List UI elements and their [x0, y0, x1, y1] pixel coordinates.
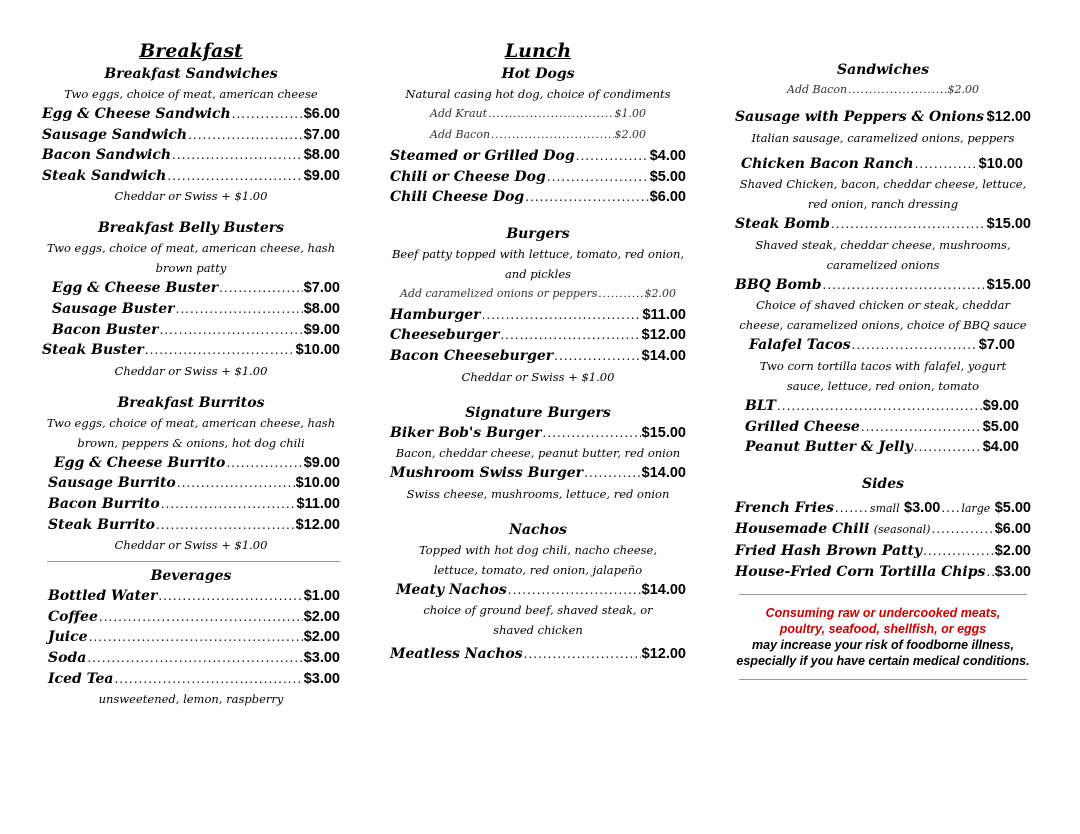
item-price: $3.00 — [994, 563, 1031, 580]
item-price: $9.00 — [303, 454, 340, 471]
menu-item — [390, 325, 686, 346]
item-price: $8.00 — [303, 147, 340, 164]
menu-item — [42, 648, 340, 669]
menu-item — [390, 423, 686, 444]
menu-item — [42, 607, 340, 628]
item-price: $2.00 — [994, 542, 1031, 559]
item-name: Steak Sandwich — [42, 167, 167, 184]
item-price: $6.00 — [649, 189, 686, 206]
item-desc: Bacon, cheddar cheese, peanut butter, red onion — [395, 446, 681, 461]
item-name: Bacon Buster — [52, 321, 159, 338]
item-price: $14.00 — [641, 347, 686, 364]
menu-item — [735, 275, 1031, 296]
item-price: $6.00 — [994, 521, 1031, 538]
item-price: $15.00 — [986, 276, 1031, 293]
addon-name: Add Bacon — [430, 128, 491, 141]
sandwiches-heading: Sandwiches — [836, 62, 929, 78]
burgers-heading: Burgers — [506, 225, 570, 242]
size-label-large: large — [961, 501, 991, 515]
item-name: Steak Bomb — [735, 216, 830, 233]
menu-item — [735, 519, 1031, 541]
belly-busters-heading: Breakfast Belly Busters — [97, 220, 285, 237]
sides-heading: Sides — [861, 475, 904, 492]
item-name: Sausage Burrito — [48, 475, 176, 492]
warning-red-text: Consuming raw or undercooked meats, poultry, seafood, shellfish, or eggs — [765, 606, 1001, 637]
menu-item — [735, 437, 1031, 458]
menu-item — [42, 340, 340, 361]
menu-item — [42, 278, 340, 299]
item-name: Sausage Sandwich — [42, 126, 188, 143]
menu-item — [42, 586, 340, 607]
item-name: Grilled Cheese — [745, 418, 860, 435]
menu-item — [42, 453, 340, 474]
menu-item — [42, 669, 340, 690]
item-name: Sausage with Peppers & Onions — [735, 109, 985, 125]
item-qualifier: (seasonal) — [873, 523, 931, 537]
menu-item — [735, 541, 1031, 562]
item-price: $8.00 — [303, 300, 340, 317]
warning-black-text: may increase your risk of foodborne illness, especially if you have certain medical conditions. — [736, 638, 1030, 669]
addon-price: $2.00 — [644, 286, 676, 300]
item-price: $7.00 — [978, 337, 1015, 354]
burgers-desc: Beef patty topped with lettuce, tomato, red onion, and pickles — [391, 246, 685, 281]
cheese-upcharge-note: Cheddar or Swiss + $1.00 — [114, 189, 268, 204]
item-name: BBQ Bomb — [735, 276, 822, 293]
cheese-upcharge-note: Cheddar or Swiss + $1.00 — [114, 538, 268, 553]
item-price: $5.00 — [649, 168, 686, 185]
item-name: Steamed or Grilled Dog — [390, 148, 575, 164]
addon-row — [735, 80, 1031, 101]
addon-row — [390, 104, 686, 125]
item-price: $2.00 — [303, 629, 340, 646]
item-desc: Shaved Chicken, bacon, cheddar cheese, lettuce, red onion, ranch dressing — [739, 177, 1027, 212]
item-name: Juice — [48, 629, 88, 646]
item-price: $9.00 — [303, 321, 340, 338]
beverages-heading: Beverages — [150, 568, 232, 585]
menu-item — [735, 214, 1031, 235]
item-name: Cheeseburger — [390, 327, 500, 344]
breakfast-sandwiches-desc: Two eggs, choice of meat, american cheese — [64, 87, 318, 101]
item-name: Steak Burrito — [48, 516, 156, 533]
item-name: Housemade Chili — [735, 521, 870, 538]
nachos-desc: Topped with hot dog chili, nacho cheese, lettuce, tomato, red onion, jalapeño — [418, 542, 658, 577]
item-name: Fried Hash Brown Patty — [735, 542, 923, 559]
nachos-heading: Nachos — [509, 521, 567, 538]
menu-item — [735, 107, 1031, 128]
menu-item — [390, 463, 686, 484]
item-price: $9.00 — [982, 397, 1019, 414]
menu-item — [390, 644, 686, 665]
item-desc: choice of ground beef, shaved steak, or shaved chicken — [423, 603, 653, 638]
item-name: Soda — [48, 649, 87, 666]
item-name: Egg & Cheese Buster — [52, 280, 219, 297]
item-name: Coffee — [48, 608, 98, 625]
belly-busters-desc: Two eggs, choice of meat, american cheese, hash brown patty — [46, 241, 336, 276]
cheese-upcharge-note: Cheddar or Swiss + $1.00 — [114, 363, 268, 378]
item-name: BLT — [745, 397, 776, 414]
item-price: $6.00 — [303, 106, 340, 122]
signature-burgers-heading: Signature Burgers — [465, 404, 611, 421]
addon-price: $1.00 — [614, 107, 646, 120]
item-price: $12.00 — [295, 516, 340, 533]
item-price: $15.00 — [986, 216, 1031, 233]
item-name: Falafel Tacos — [749, 337, 851, 354]
item-price: $10.00 — [295, 475, 340, 492]
menu-item — [42, 104, 340, 125]
item-price-small: $3.00 — [904, 499, 941, 516]
item-name: Bacon Cheeseburger — [390, 347, 554, 364]
item-name: French Fries — [735, 499, 834, 516]
breakfast-burritos-desc: Two eggs, choice of meat, american cheese, hash brown, peppers & onions, hot dog chili — [46, 415, 336, 450]
item-name: Bacon Burrito — [48, 495, 160, 512]
menu-item — [390, 167, 686, 188]
breakfast-heading: Breakfast — [139, 40, 243, 62]
item-name: Peanut Butter & Jelly — [745, 439, 913, 456]
item-name: Chili or Cheese Dog — [390, 168, 546, 185]
item-price: $10.00 — [978, 155, 1023, 172]
item-price: $15.00 — [641, 424, 686, 441]
item-price: $4.00 — [982, 439, 1019, 456]
addon-name: Add Bacon — [787, 83, 848, 96]
menu-item — [42, 515, 340, 536]
item-price: $9.00 — [303, 167, 340, 184]
addon-row — [390, 284, 686, 305]
breakfast-column — [42, 40, 340, 709]
divider — [47, 561, 340, 562]
item-name: Bottled Water — [48, 588, 158, 605]
menu-item — [390, 146, 686, 167]
item-desc: Swiss cheese, mushrooms, lettuce, red onion — [406, 486, 670, 501]
item-name: Egg & Cheese Sandwich — [42, 106, 231, 122]
item-price: $14.00 — [641, 465, 686, 482]
menu-item — [42, 145, 340, 166]
menu-item — [390, 305, 686, 326]
item-price: $4.00 — [649, 148, 686, 164]
menu-item — [42, 473, 340, 494]
lunch-heading: Lunch — [504, 40, 572, 62]
cheese-upcharge-note: Cheddar or Swiss + $1.00 — [461, 369, 615, 384]
hot-dogs-heading: Hot Dogs — [501, 66, 575, 82]
item-price: $7.00 — [303, 126, 340, 143]
item-price: $12.00 — [641, 327, 686, 344]
iced-tea-flavors: unsweetened, lemon, raspberry — [98, 692, 284, 707]
menu-item — [390, 580, 686, 601]
item-name: Meatless Nachos — [390, 646, 523, 663]
item-price: $7.00 — [303, 280, 340, 297]
item-price: $12.00 — [986, 109, 1031, 125]
addon-price: $2.00 — [947, 83, 979, 96]
menu-item — [42, 299, 340, 320]
breakfast-burritos-heading: Breakfast Burritos — [117, 394, 265, 411]
sandwiches-column — [735, 60, 1031, 680]
size-label-small: small — [869, 501, 900, 515]
breakfast-sandwiches-heading: Breakfast Sandwiches — [104, 66, 278, 82]
menu-item-fries — [735, 498, 1031, 520]
item-desc: Shaved steak, cheddar cheese, mushrooms, caramelized onions — [755, 237, 1011, 272]
menu-item — [735, 396, 1031, 417]
divider — [739, 594, 1027, 595]
item-price: $11.00 — [296, 495, 340, 512]
item-name: Mushroom Swiss Burger — [390, 465, 584, 482]
item-price-large: $5.00 — [994, 499, 1031, 516]
item-name: Biker Bob's Burger — [390, 424, 542, 441]
food-safety-warning — [735, 605, 1031, 669]
menu-item — [735, 562, 1031, 583]
item-price: $3.00 — [303, 670, 340, 687]
item-name: Chili Cheese Dog — [390, 189, 525, 206]
menu-item — [42, 494, 340, 515]
menu-item — [735, 417, 1031, 438]
item-name: Sausage Buster — [52, 300, 175, 317]
menu-item — [390, 346, 686, 367]
menu-item — [42, 125, 340, 146]
item-name: Chicken Bacon Ranch — [741, 155, 914, 172]
divider — [739, 679, 1027, 680]
item-name: Steak Buster — [42, 342, 144, 359]
item-name: Meaty Nachos — [396, 581, 507, 598]
item-price: $11.00 — [642, 306, 686, 323]
item-desc: Two corn tortilla tacos with falafel, yogurt sauce, lettuce, red onion, tomato — [759, 358, 1007, 393]
menu-item — [42, 166, 340, 187]
lunch-column — [390, 40, 686, 665]
menu-item — [735, 154, 1031, 175]
addon-row — [390, 125, 686, 146]
item-price: $10.00 — [295, 342, 340, 359]
item-name: Iced Tea — [48, 670, 114, 687]
menu-item — [42, 627, 340, 648]
menu-item — [42, 320, 340, 341]
item-price: $1.00 — [303, 588, 340, 605]
item-name: Hamburger — [390, 306, 481, 323]
menu-item — [735, 335, 1031, 356]
addon-name: Add caramelized onions or peppers — [400, 286, 598, 300]
item-price: $12.00 — [641, 646, 686, 663]
item-price: $3.00 — [303, 649, 340, 666]
item-name: Bacon Sandwich — [42, 147, 172, 164]
addon-name: Add Kraut — [430, 107, 488, 120]
item-desc: Choice of shaved chicken or steak, cheddar cheese, caramelized onions, choice of BBQ sauce — [739, 298, 1027, 333]
item-name: Egg & Cheese Burrito — [54, 454, 226, 471]
item-price: $2.00 — [303, 608, 340, 625]
item-price: $14.00 — [641, 581, 686, 598]
addon-price: $2.00 — [614, 128, 646, 141]
menu-item — [390, 187, 686, 208]
item-name: House-Fried Corn Tortilla Chips — [735, 563, 986, 580]
item-desc: Italian sausage, caramelized onions, peppers — [751, 130, 1015, 145]
hot-dogs-desc: Natural casing hot dog, choice of condiments — [405, 87, 671, 101]
item-price: $5.00 — [982, 418, 1019, 435]
